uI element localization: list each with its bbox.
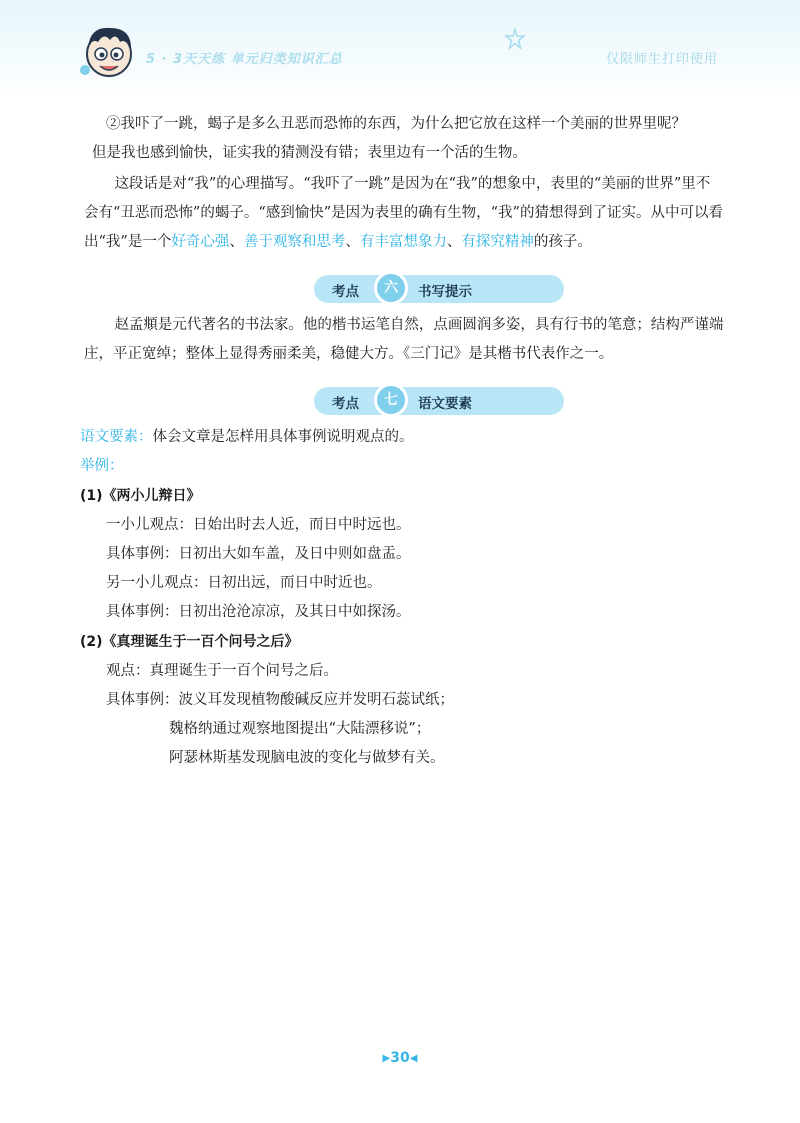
example-1-line: 具体事例：日初出大如车盖，及日中则如盘盂。 — [106, 546, 411, 562]
separator: 、 — [229, 234, 244, 250]
page-content — [80, 110, 724, 773]
example-1-line: 另一小儿观点：日初出远，而日中时近也。 — [106, 575, 382, 591]
separator: 、 — [446, 234, 462, 250]
section-6-kaodian: 考点 — [332, 284, 359, 300]
chevron-right-icon: ▶ — [382, 1053, 391, 1064]
quote-line-2: 但是我也感到愉快，证实我的猜测没有错；表里边有一个活的生物。 — [92, 145, 527, 161]
flower-decoration-icon — [504, 28, 526, 50]
example-1-title: (1)《两小儿辩日》 — [80, 488, 201, 504]
section-6-title: 书写提示 — [418, 284, 472, 300]
trait-highlight-2: 善于观察和思考 — [243, 234, 346, 250]
requirement-label: 语文要素： — [80, 429, 153, 445]
example-2-case: 阿瑟林斯基发现脑电波的变化与做梦有关。 — [169, 750, 445, 766]
example-2-title: (2)《真理诞生于一百个问号之后》 — [80, 634, 299, 650]
example-2-case: 具体事例：波义耳发现植物酸碱反应并发明石蕊试纸； — [106, 692, 454, 708]
chevron-left-icon: ◀ — [409, 1053, 418, 1064]
trait-highlight-1: 好奇心强 — [171, 234, 230, 250]
analysis-suffix: 的孩子。 — [533, 234, 592, 250]
section-7-kaodian: 考点 — [332, 396, 359, 412]
analysis-text: 这段话是对“我”的心理描写。“我吓了一跳”是因为在“我”的想象中，表里的“美丽的世界”里不会有“丑恶而恐怖”的蝎子。“感到愉快”是因为表里的确有生物，“我”的猜想得到了证实。从中可以看出“我”是一个 — [84, 176, 723, 250]
trait-highlight-4: 有探究精神 — [461, 234, 534, 250]
separator: 、 — [345, 234, 360, 250]
example-1-line: 一小儿观点：日始出时去人近，而日中时远也。 — [106, 517, 411, 533]
section-6-number: 六 — [374, 271, 408, 305]
calligraphy-paragraph: 赵孟頫是元代著名的书法家。他的楷书运笔自然，点画圆润多姿，具有行书的笔意；结构严谨端庄，平正宽绰；整体上显得秀丽柔美，稳健大方。《三门记》是其楷书代表作之一。 — [84, 317, 724, 362]
usage-notice: 仅限师生打印使用 — [605, 52, 718, 67]
trait-highlight-3: 有丰富想象力 — [359, 234, 447, 250]
example-1-line: 具体事例：日初出沧沧凉凉，及其日中如探汤。 — [106, 604, 411, 620]
example-label: 举例： — [80, 458, 124, 474]
page-number: 30 — [390, 1050, 410, 1066]
analysis-paragraph — [84, 170, 724, 257]
example-2-case: 魏格纳通过观察地图提出“大陆漂移说”； — [169, 721, 431, 737]
requirement-text: 体会文章是怎样用具体事例说明观点的。 — [152, 429, 414, 445]
brand-title: 5 · 3天天练 单元归类知识汇总 — [146, 52, 343, 67]
section-6-badge — [314, 275, 564, 303]
section-7-heading — [84, 381, 724, 421]
page-footer — [0, 1050, 800, 1066]
section-6-heading — [84, 269, 724, 309]
requirement-line — [80, 423, 724, 452]
cartoon-boy-mascot-icon — [76, 18, 142, 84]
quote-line-1: ②我吓了一跳，蝎子是多么丑恶而恐怖的东西，为什么把它放在这样一个美丽的世界里呢？ — [106, 116, 686, 132]
section-7-title: 语文要素 — [418, 396, 472, 412]
example-2-view: 观点：真理诞生于一百个问号之后。 — [106, 663, 338, 679]
section-7-badge — [314, 387, 564, 415]
section-7-number: 七 — [374, 383, 408, 417]
